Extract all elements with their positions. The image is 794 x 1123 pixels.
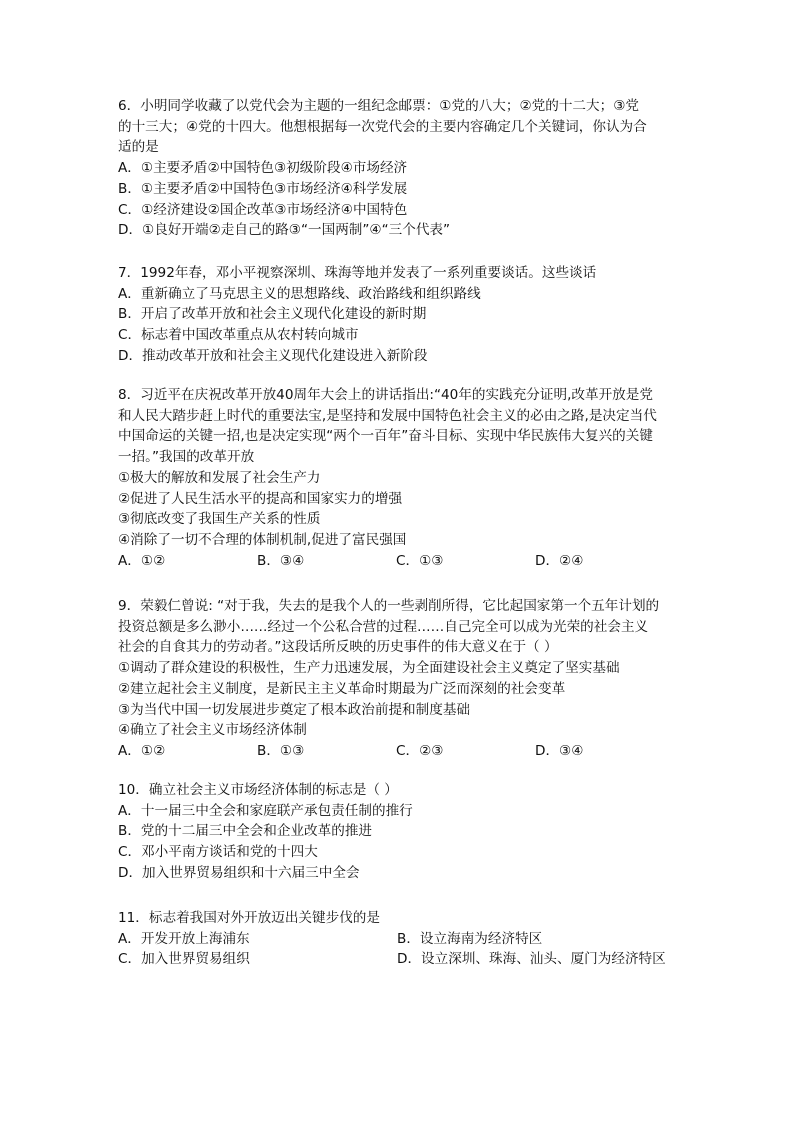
question-11-options-row bbox=[118, 949, 680, 970]
question-6-stem-line: 适的是 bbox=[118, 139, 159, 156]
question-9-statement-1: ①调动了群众建设的积极性，生产力迅速发展，为全面建设社会主义奠定了坚实基础 bbox=[118, 660, 620, 677]
question-8-statement-4: ④消除了一切不合理的体制机制,促进了富民强国 bbox=[118, 531, 407, 548]
question-8-option-b: B．③④ bbox=[257, 552, 305, 569]
question-8-stem-line: 和人民大踏步赶上时代的重要法宝,是坚持和发展中国特色社会主义的必由之路,是决定当代 bbox=[118, 407, 657, 424]
question-11-option-c: C．加入世界贸易组织 bbox=[118, 951, 250, 968]
question-11 bbox=[118, 908, 680, 970]
question-11-option-a: A．开发开放上海浦东 bbox=[118, 930, 250, 947]
question-10-option-b: B．党的十二届三中全会和企业改革的推进 bbox=[118, 823, 373, 840]
question-8-statement-3: ③彻底改变了我国生产关系的性质 bbox=[118, 511, 321, 528]
question-11-stem-line: 11．标志着我国对外开放迈出关键步伐的是 bbox=[118, 910, 380, 926]
question-9-statement-4: ④确立了社会主义市场经济体制 bbox=[118, 722, 307, 739]
question-7 bbox=[118, 263, 680, 367]
question-8-statement-1: ①极大的解放和发展了社会生产力 bbox=[118, 469, 321, 486]
question-6-option-d: D．①良好开端②走自己的路③“一国两制”④“三个代表” bbox=[118, 222, 451, 239]
question-7-option-c: C．标志着中国改革重点从农村转向城市 bbox=[118, 327, 359, 344]
question-10-option-c: C．邓小平南方谈话和党的十四大 bbox=[118, 844, 318, 861]
question-10-option-a: A．十一届三中全会和家庭联产承包责任制的推行 bbox=[118, 802, 413, 819]
question-8 bbox=[118, 385, 680, 571]
question-7-option-b: B．开启了改革开放和社会主义现代化建设的新时期 bbox=[118, 306, 427, 323]
question-7-option-a: A．重新确立了马克思主义的思想路线、政治路线和组织路线 bbox=[118, 285, 481, 302]
question-8-option-d: D．②④ bbox=[535, 552, 584, 569]
question-6-stem-line: 的十三大；④党的十四大。他想根据每一次党代会的主要内容确定几个关键词，你认为合 bbox=[118, 118, 647, 135]
question-9-option-d: D．③④ bbox=[535, 742, 584, 759]
question-8-stem-line: 8．习近平在庆祝改革开放40周年大会上的讲话指出:“40年的实践充分证明,改革开放是党 bbox=[118, 387, 653, 403]
question-8-options bbox=[118, 551, 680, 572]
question-7-option-d: D．推动改革开放和社会主义现代化建设进入新阶段 bbox=[118, 347, 428, 364]
question-10-stem-line: 10．确立社会主义市场经济体制的标志是（ ） bbox=[118, 782, 398, 798]
question-10 bbox=[118, 780, 680, 884]
question-9-stem-line: 9．荣毅仁曾说: “对于我，失去的是我个人的一些剥削所得，它比起国家第一个五年计划的 bbox=[118, 598, 660, 614]
question-6-option-b: B．①主要矛盾②中国特色③市场经济④科学发展 bbox=[118, 180, 408, 197]
question-9-statement-3: ③为当代中国一切发展进步奠定了根本政治前提和制度基础 bbox=[118, 701, 471, 718]
question-10-option-d: D．加入世界贸易组织和十六届三中全会 bbox=[118, 864, 360, 881]
question-9-options bbox=[118, 741, 680, 762]
question-11-option-b: B．设立海南为经济特区 bbox=[397, 930, 543, 947]
question-6-option-c: C．①经济建设②国企改革③市场经济④中国特色 bbox=[118, 201, 408, 218]
question-9-stem-line: 投资总额是多么渺小……经过一个公私合营的过程……自己完全可以成为光荣的社会主义 bbox=[118, 618, 649, 635]
question-9-statement-2: ②建立起社会主义制度，是新民主主义革命时期最为广泛而深刻的社会变革 bbox=[118, 680, 566, 697]
question-8-option-c: C．①③ bbox=[396, 552, 444, 569]
question-6-stem-line: 6．小明同学收藏了以党代会为主题的一组纪念邮票：①党的八大；②党的十二大；③党 bbox=[118, 98, 639, 114]
question-8-option-a: A．①② bbox=[118, 552, 166, 569]
question-6 bbox=[118, 96, 680, 241]
question-9-option-a: A．①② bbox=[118, 742, 166, 759]
question-9-option-b: B．①③ bbox=[257, 742, 305, 759]
question-11-options-row bbox=[118, 929, 680, 950]
question-9-stem-line: 社会的自食其力的劳动者。”这段话所反映的历史事件的伟大意义在于（ ） bbox=[118, 639, 558, 656]
question-8-stem-line: 一招。”我国的改革开放 bbox=[118, 449, 255, 466]
question-9-option-c: C．②③ bbox=[396, 742, 444, 759]
question-9 bbox=[118, 596, 680, 762]
question-6-option-a: A．①主要矛盾②中国特色③初级阶段④市场经济 bbox=[118, 160, 408, 177]
question-7-stem-line: 7．1992年春，邓小平视察深圳、珠海等地并发表了一系列重要谈话。这些谈话 bbox=[118, 265, 597, 281]
question-8-statement-2: ②促进了人民生活水平的提高和国家实力的增强 bbox=[118, 490, 403, 507]
question-11-option-d: D．设立深圳、珠海、汕头、厦门为经济特区 bbox=[397, 951, 666, 968]
question-8-stem-line: 中国命运的关键一招,也是决定实现“两个一百年”奋斗目标、实现中华民族伟大复兴的关键 bbox=[118, 428, 653, 445]
